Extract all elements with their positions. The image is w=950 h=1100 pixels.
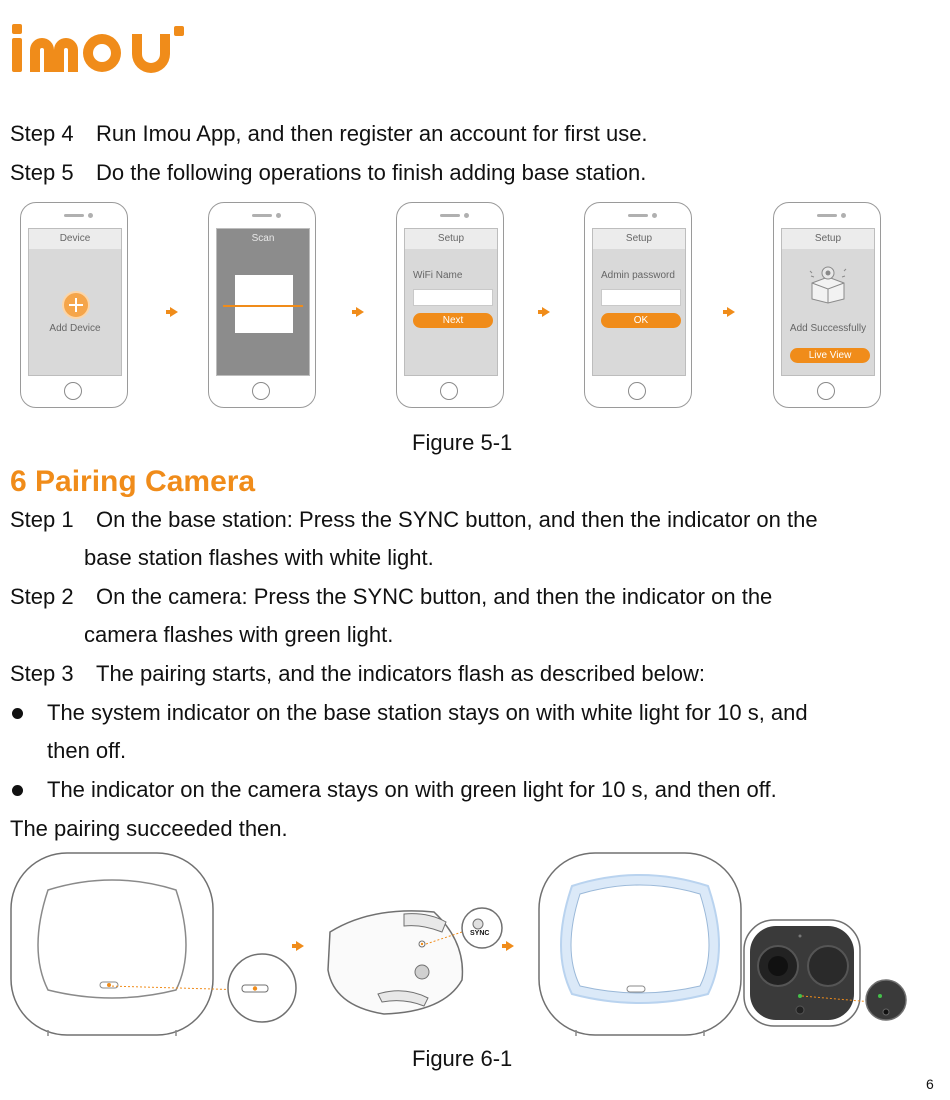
ok-button: OK <box>601 313 681 328</box>
arrow-right-icon <box>170 307 178 317</box>
phone-device <box>20 202 128 408</box>
imou-logo <box>10 20 210 76</box>
step-2-continuation: camera flashes with green light. <box>84 622 394 647</box>
step-text: On the camera: Press the SYNC button, and then the indicator on the <box>96 584 773 609</box>
screen-title: Setup <box>782 229 874 249</box>
home-button-icon <box>440 382 458 400</box>
step-label: Step 2 <box>10 584 74 609</box>
phone-wifi-setup <box>396 202 504 408</box>
home-button-icon <box>817 382 835 400</box>
arrow-right-icon <box>506 941 514 951</box>
phone-screen <box>216 228 310 376</box>
bullet-icon <box>12 785 23 796</box>
admin-password-label: Admin password <box>601 270 675 281</box>
add-device-label: Add Device <box>49 323 101 334</box>
step-3-line <box>10 661 705 687</box>
qr-frame <box>235 275 293 333</box>
arrow-right-icon <box>356 307 364 317</box>
page-number: 6 <box>926 1076 934 1092</box>
step-label: Step 4 <box>10 121 74 146</box>
admin-password-field <box>601 289 681 306</box>
screen-title: Scan <box>217 229 309 249</box>
live-view-button: Live View <box>790 348 870 363</box>
camera-back-illustration <box>324 902 510 1020</box>
screen-title: Device <box>29 229 121 249</box>
bullet-1-continuation: then off. <box>47 738 127 763</box>
add-success-label: Add Successfully <box>789 323 867 334</box>
arrow-right-icon <box>727 307 735 317</box>
closing-text: The pairing succeeded then. <box>10 816 288 841</box>
phone-screen <box>28 228 122 376</box>
step-label: Step 3 <box>10 661 74 686</box>
phone-screen <box>592 228 686 376</box>
phone-screen <box>404 228 498 376</box>
step-text: On the base station: Press the SYNC button, and then the indicator on the <box>96 507 818 532</box>
phone-success <box>773 202 881 408</box>
figure-5-1-caption: Figure 5-1 <box>412 430 513 455</box>
step-label: Step 5 <box>10 160 74 185</box>
scan-line <box>223 305 303 307</box>
camera-front-illustration <box>740 916 910 1030</box>
step-1-continuation: base station flashes with white light. <box>84 545 434 570</box>
home-button-icon <box>64 382 82 400</box>
step-text: Do the following operations to finish adding base station. <box>96 160 647 185</box>
step-text: The pairing starts, and the indicators flash as described below: <box>96 661 705 686</box>
step-5-line <box>10 160 646 186</box>
bullet-icon <box>12 708 23 719</box>
base-station-lit-illustration <box>536 850 746 1040</box>
success-illustration <box>806 263 850 305</box>
bullet-1-line: The system indicator on the base station stays on with white light for 10 s, and <box>47 700 808 725</box>
phone-password-setup <box>584 202 692 408</box>
wifi-name-label: WiFi Name <box>413 270 463 281</box>
step-text: Run Imou App, and then register an account for first use. <box>96 121 648 146</box>
add-device-icon <box>62 291 90 319</box>
base-station-zoom <box>108 950 308 1025</box>
arrow-right-icon <box>296 941 304 951</box>
phone-scan <box>208 202 316 408</box>
next-button: Next <box>413 313 493 328</box>
step-1-line <box>10 507 818 533</box>
wifi-name-field <box>413 289 493 306</box>
figure-6-1-caption: Figure 6-1 <box>412 1046 513 1071</box>
arrow-right-icon <box>542 307 550 317</box>
home-button-icon <box>252 382 270 400</box>
step-4-line <box>10 121 648 147</box>
screen-title: Setup <box>593 229 685 249</box>
step-label: Step 1 <box>10 507 74 532</box>
phone-screen <box>781 228 875 376</box>
screen-title: Setup <box>405 229 497 249</box>
step-2-line <box>10 584 772 610</box>
sync-label: SYNC <box>470 930 490 937</box>
home-button-icon <box>628 382 646 400</box>
section-heading: 6 Pairing Camera <box>10 465 256 498</box>
bullet-2-line: The indicator on the camera stays on with green light for 10 s, and then off. <box>47 777 777 802</box>
